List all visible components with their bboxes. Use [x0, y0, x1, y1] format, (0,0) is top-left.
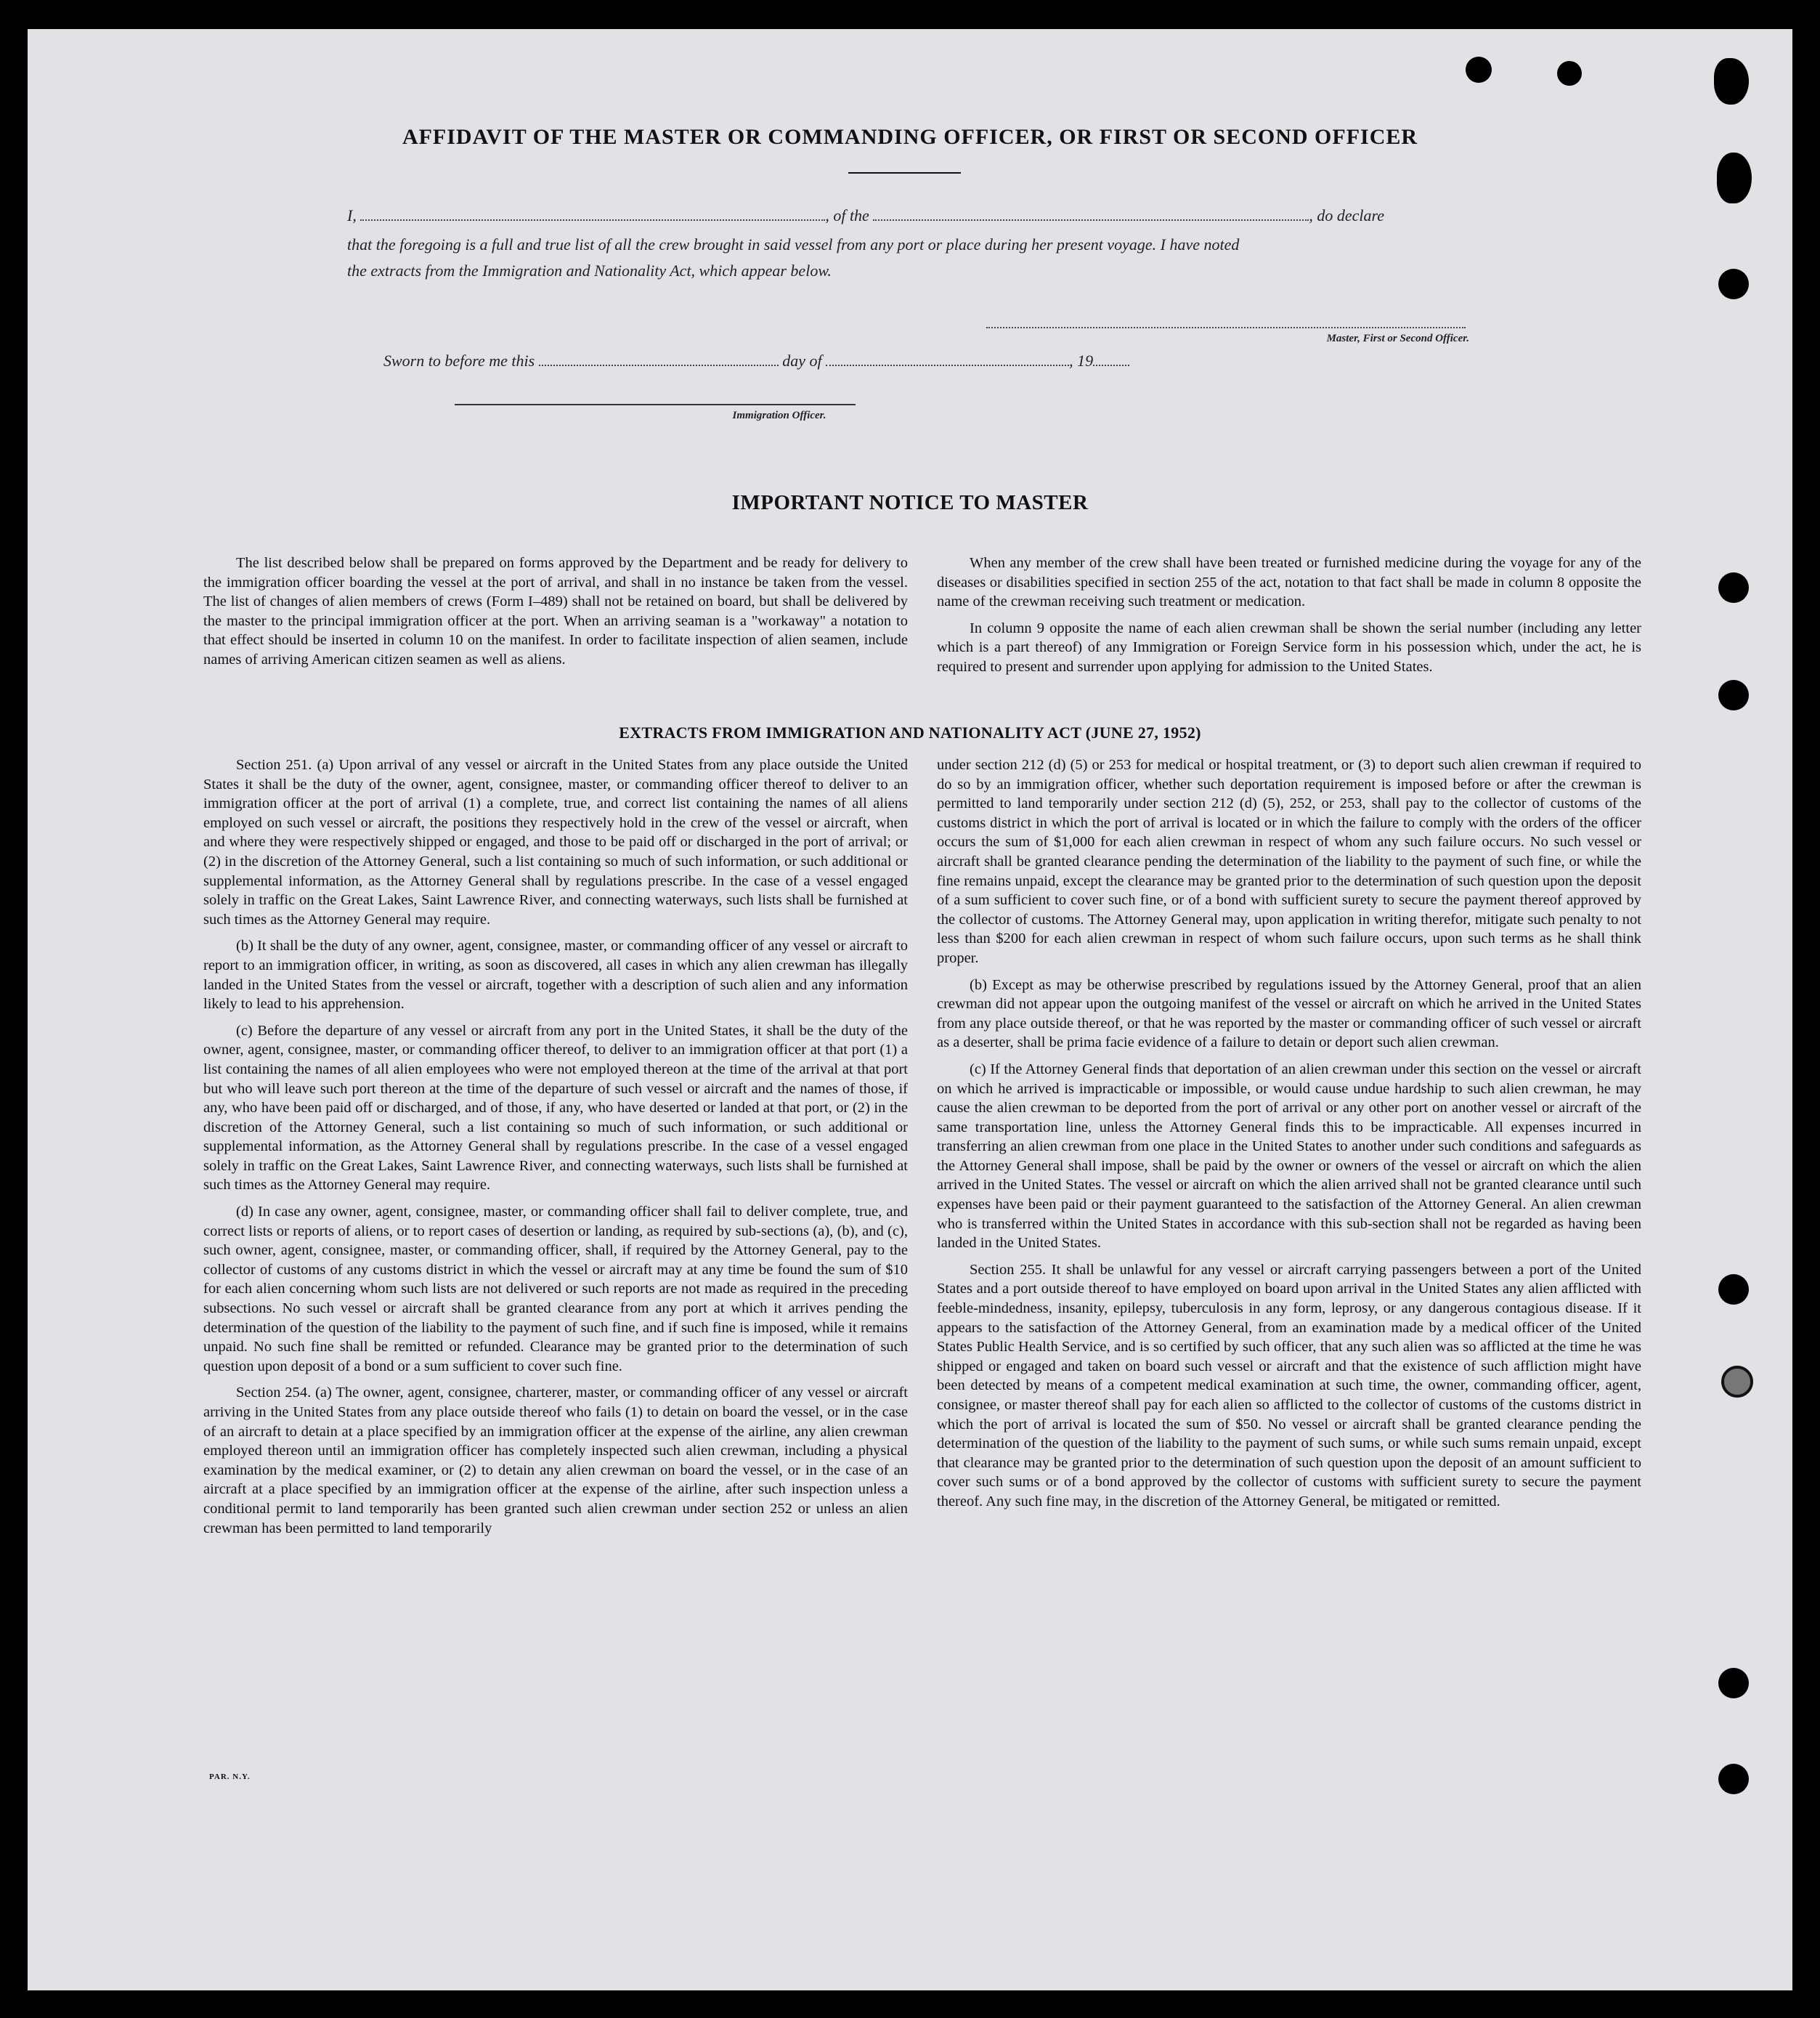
immigration-officer-label: Immigration Officer. — [732, 410, 826, 421]
punch-hole — [1466, 57, 1492, 83]
section-254-a-continued: under section 212 (d) (5) or 253 for medical or hospital treatment, or (3) to deport such alien crewman if required to do so by an immigration officer, whether such deportation requirement is imposed before or after the crewman is permitted to land temporarily under section 212 (d) (5), 252, or 253, shall pay to the collector of customs of the customs district in which the port of arrival is located or in which the failure to comply with the orders of the officer occurs the sum of $1,000 for each alien crewman in respect of whom any such failure occurs. No such vessel or aircraft shall be granted clearance pending the determination of the liability to the payment of such fine, or while the fine remains unpaid, except the clearance may be granted prior to the determination of such question upon the deposit of a sum sufficient to cover such fine, or of a bond with sufficient surety to secure the payment thereof approved by the collector of customs. The Attorney General may, upon application in writing therefor, mitigate such penalty to not less than $200 for each alien crewman in respect of whom such failure occurs, upon such terms as he shall think proper. — [937, 757, 1641, 966]
sworn-to-text: Sworn to before me this — [383, 352, 535, 370]
affidavit-title: AFFIDAVIT OF THE MASTER OR COMMANDING OFFICER, OR FIRST OR SECOND OFFICER — [402, 125, 1418, 149]
punch-hole — [1718, 680, 1749, 710]
punch-hole — [1718, 572, 1749, 603]
immigration-officer-signature-line[interactable] — [455, 404, 856, 405]
notice-heading: IMPORTANT NOTICE TO MASTER — [731, 491, 1089, 514]
notice-left-column — [203, 554, 908, 677]
day-of-text: day of — [782, 352, 822, 370]
punch-hole — [1721, 1366, 1753, 1398]
notice-right-paragraph-2: In column 9 opposite the name of each alien crewman shall be shown the serial number (including any letter which is a part thereof) of any Immigration or Foreign Service form in his possession which, under the act, he is required to present and surrender upon applying for admission to the United States. — [937, 620, 1641, 675]
notice-right-paragraph-1: When any member of the crew shall have been treated or furnished medicine during the voyage for any of the diseases or disabilities specified in section 255 of the act, notation to that fact shall be made in column 8 opposite the name of the crewman receiving such treatment or medication. — [937, 555, 1641, 610]
punch-hole — [1717, 153, 1752, 203]
declaration-line-3: the extracts from the Immigration and Nationality Act, which appear below. — [347, 262, 832, 280]
declaration-line — [347, 206, 1495, 225]
section-251-b: (b) It shall be the duty of any owner, agent, consignee, master, or commanding officer of any vessel or aircraft to report to an immigration officer, in writing, as soon as discovered, all cases in which any alien crewman has illegally landed in the United States from the vessel or aircraft, together with a description of such alien and any information likely to lead to his apprehension. — [203, 938, 908, 1013]
section-254-b: (b) Except as may be otherwise prescribed by regulations issued by the Attorney General, proof that an alien crewman did not appear upon the outgoing manifest of the vessel or aircraft on which he arrived in the United States from any place outside thereof, or that he was reported by the master or commanding officer of such vessel or aircraft as a deserter, shall be prima facie evidence of a failure to detain or deport such alien crewman. — [937, 976, 1641, 1051]
section-251-a: Section 251. (a) Upon arrival of any vessel or aircraft in the United States from any place outside the United States it shall be the duty of the owner, agent, consignee, master, or commanding officer thereof to deliver to an immigration officer at the port of arrival (1) a complete, true, and correct list containing the names of all aliens employed on such vessel or aircraft, the positions they respectively hold in the crew of the vessel or aircraft, when and where they were respectively shipped or engaged, and those to be paid off or discharged in the port of arrival; or (2) in the discretion of the Attorney General, such a list containing so much of such information, or such additional or supplemental information, as the Attorney General shall by regulations prescribe. In the case of a vessel engaged solely in traffic on the Great Lakes, Saint Lawrence River, and connecting waterways, such lists shall be furnished at such times as the Attorney General may require. — [203, 757, 908, 928]
title-underline — [848, 172, 961, 174]
punch-hole — [1718, 1668, 1749, 1698]
master-signature-line[interactable] — [986, 327, 1466, 328]
extracts-left-column — [203, 755, 908, 1545]
notice-left-paragraph: The list described below shall be prepared on forms approved by the Department and be ready for delivery to the immigration officer boarding the vessel at the port of arrival, and shall in no instance be taken from the vessel. The list of changes of alien members of crews (Form I–489) shall not be retained on board, but shall be delivered by the master to the principal immigration officer at the port. When an arriving seaman is a "workaway" a notation to that effect should be inserted in column 10 on the manifest. In order to facilitate inspection of alien seamen, include names of arriving American citizen seamen as well as aliens. — [203, 555, 908, 668]
punch-hole — [1718, 269, 1749, 299]
punch-hole — [1718, 1764, 1749, 1794]
extracts-heading: EXTRACTS FROM IMMIGRATION AND NATIONALITY ACT (JUNE 27, 1952) — [619, 724, 1201, 742]
section-254-a: Section 254. (a) The owner, agent, consignee, charterer, master, or commanding officer of any vessel or aircraft arriving in the United States from any place outside thereof who fails (1) to detain on board the vessel, or in the case of an aircraft to detain at a place specified by an immigration officer at the expense of the airline, any alien crewman employed thereon until an immigration officer has completely inspected such alien crewman, including a physical examination by the medical examiner, or (2) to detain any alien crewman on board the vessel, or in the case of an aircraft at a place specified by an immigration officer at the expense of the airline, after such inspection unless a conditional permit to land temporarily has been granted such alien crewman under section 252 or unless an alien crewman has been permitted to land temporarily — [203, 1385, 908, 1536]
punch-hole — [1557, 61, 1582, 86]
extracts-right-column — [937, 755, 1641, 1519]
notice-right-column — [937, 554, 1641, 684]
declaration-i: I, — [347, 206, 357, 224]
section-254-c: (c) If the Attorney General finds that deportation of an alien crewman under this section on the vessel or aircraft on which he arrived is impracticable or impossible, or would cause undue hardship to such alien crewman, he may cause the alien crewman to be deported from the port of arrival or any other port on another vessel or aircraft of the same transportation line, unless the Attorney General finds this to be impracticable. All expenses incurred in transferring an alien crewman from one place in the United States to another under such conditions and safeguards as the Attorney General shall impose, shall be paid by the owner or owners of the vessel or aircraft on which the alien arrived in the United States. The vessel or aircraft on which the alien arrived shall not be granted clearance until such expenses have been paid or their payment guaranteed to the satisfaction of the Attorney General. An alien crewman who is transferred within the United States in accordance with this sub-section shall not be regarded as having been landed in the United States. — [937, 1061, 1641, 1252]
vessel-field[interactable] — [873, 215, 1309, 221]
punch-hole — [1718, 1274, 1749, 1305]
declaration-line-2: that the foregoing is a full and true list of all the crew brought in said vessel from any port or place during her present voyage. I have noted — [347, 235, 1240, 254]
punch-hole — [1714, 58, 1749, 105]
printer-mark: PAR. N.Y. — [209, 1772, 251, 1781]
sworn-year-field[interactable] — [1093, 360, 1129, 366]
sworn-line — [383, 352, 1255, 370]
sworn-day-field[interactable] — [539, 360, 779, 366]
declaration-of-the: , of the — [825, 206, 869, 224]
master-signature-label: Master, First or Second Officer. — [1326, 333, 1469, 344]
name-field[interactable] — [360, 215, 825, 221]
year-prefix: , 19 — [1069, 352, 1094, 370]
document-page — [28, 29, 1792, 1990]
declaration-do-declare: , do declare — [1309, 206, 1384, 224]
section-251-d: (d) In case any owner, agent, consignee, master, or commanding officer shall fail to deliver complete, true, and correct lists or reports of aliens, or to report cases of desertion or landing, as required by sub-sections (a), (b), and (c), such owner, agent, consignee, master, or commanding officer, shall, if required by the Attorney General, pay to the collector of customs of any customs district in which the vessel or aircraft may at any time be found the sum of $10 for each alien concerning whom such lists are not delivered or such reports are not made as required in the preceding subsections. No such vessel or aircraft shall be granted clearance from any port at which it arrives pending the determination of the question of the liability to the payment of such fine, and if such fine is imposed, while it remains unpaid. No such fine shall be remitted or refunded. Clearance may be granted prior to the determination of such question upon deposit of a bond or a sum sufficient to cover such fine. — [203, 1204, 908, 1374]
section-255: Section 255. It shall be unlawful for any vessel or aircraft carrying passengers between a port of the United States and a port outside thereof to have employed on board upon arrival in the United States any alien afflicted with feeble-mindedness, insanity, epilepsy, tuberculosis in any form, leprosy, or any dangerous contagious disease. If it appears to the satisfaction of the Attorney General, from an examination made by a medical officer of the United States Public Health Service, and is so certified by such officer, that any such alien was so afflicted at the time he was shipped or engaged and taken on board such vessel or aircraft and that the existence of such affliction might have been detected by means of a competent medical examination at such time, the owner, commanding officer, agent, consignee, or master thereof shall pay for each alien so afflicted to the collector of customs of the customs district in which the port of arrival is located the sum of $50. No vessel or aircraft shall be granted clearance pending the determination of the question of the liability to the payment of such sums, or while such sums remain unpaid, except that clearance may be granted prior to the determination of such question upon the deposit of an amount sufficient to cover such sums or of a bond approved by the collector of customs with sufficient surety to secure the payment thereof. Any such fine may, in the discretion of the Attorney General, be mitigated or remitted. — [937, 1261, 1641, 1510]
sworn-month-field[interactable] — [826, 360, 1069, 366]
section-251-c: (c) Before the departure of any vessel or aircraft from any port in the United States, it shall be the duty of the owner, agent, consignee, master, or commanding officer thereof, to deliver to an immigration officer at that port (1) a list containing the names of all alien employees who were not employed thereon at the time of the arrival at that port but who will leave such port thereon at the time of the departure of such vessel or aircraft and the names of those, if any, who have been paid off or discharged, and of those, if any, who have deserted or landed at that port, or (2) in the discretion of the Attorney General, such a list containing so much of such information, or such additional or supplemental information, as the Attorney General shall by regulations prescribe. In the case of a vessel engaged solely in traffic on the Great Lakes, Saint Lawrence River, and connecting waterways, such lists shall be furnished at such times as the Attorney General may require. — [203, 1022, 908, 1194]
